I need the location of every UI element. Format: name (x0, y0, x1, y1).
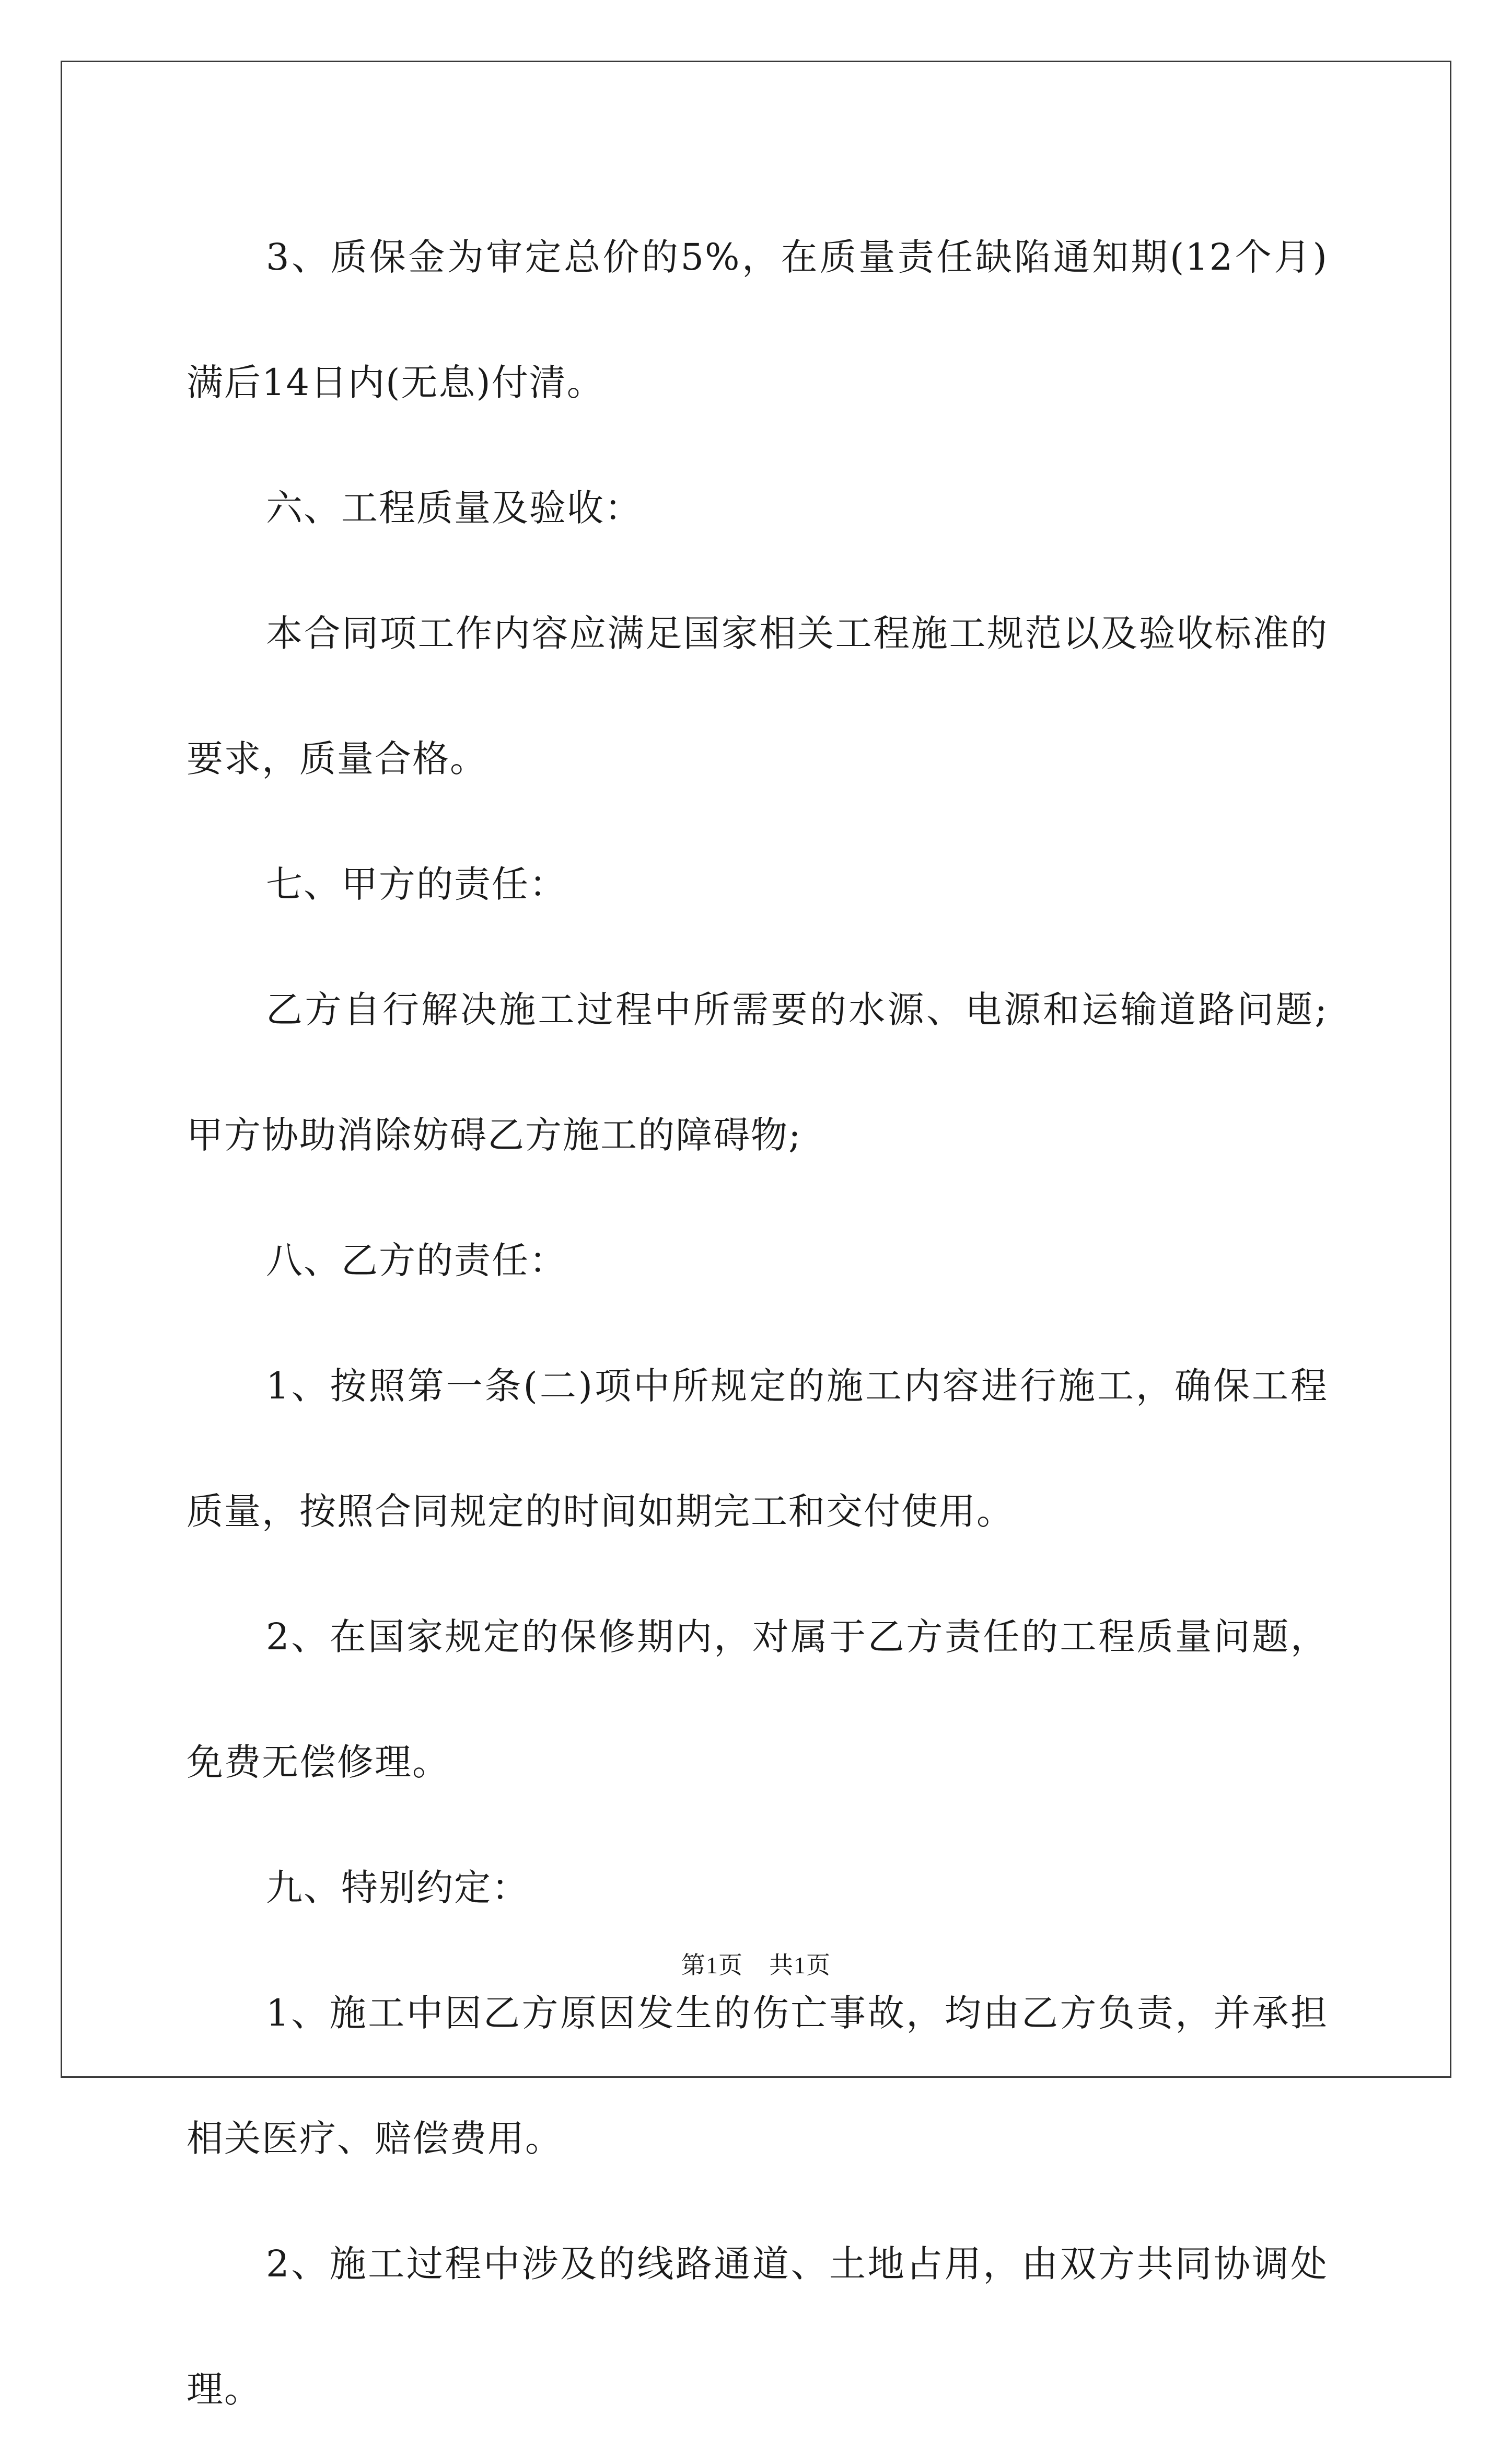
paragraph-party-b-duty-2: 2、在国家规定的保修期内，对属于乙方责任的工程质量问题，免费无偿修理。 (187, 1615, 1328, 1784)
page-number: 第1页 (681, 1952, 743, 1979)
page-footer (0, 1946, 1512, 1981)
section-heading-party-a-duties: 七、甲方的责任： (266, 863, 567, 906)
paragraph-special-term-2: 2、施工过程中涉及的线路通道、土地占用，由双方共同协调处理。 (187, 2242, 1328, 2411)
section-heading-quality-acceptance: 六、工程质量及验收： (266, 487, 642, 529)
paragraph-party-a-duties: 乙方自行解决施工过程中所需要的水源、电源和运输道路问题;甲方协助消除妨碍乙方施工的障碍物; (187, 988, 1328, 1156)
paragraph-quality-standard: 本合同项工作内容应满足国家相关工程施工规范以及验收标准的要求，质量合格。 (187, 612, 1328, 780)
document-body (187, 194, 1328, 2452)
section-heading-party-b-duties: 八、乙方的责任： (266, 1239, 567, 1282)
paragraph-party-b-duty-1: 1、按照第一条(二)项中所规定的施工内容进行施工，确保工程质量，按照合同规定的时间如期完工和交付使用。 (187, 1364, 1328, 1533)
paragraph-retention-payment: 3、质保金为审定总价的5%，在质量责任缺陷通知期(12个月)满后14日内(无息)付清。 (187, 236, 1328, 404)
paragraph-special-term-1: 1、施工中因乙方原因发生的伤亡事故，均由乙方负责，并承担相关医疗、赔偿费用。 (187, 1992, 1328, 2160)
section-heading-special-terms: 九、特别约定： (266, 1866, 529, 1909)
page-total: 共1页 (769, 1952, 831, 1979)
